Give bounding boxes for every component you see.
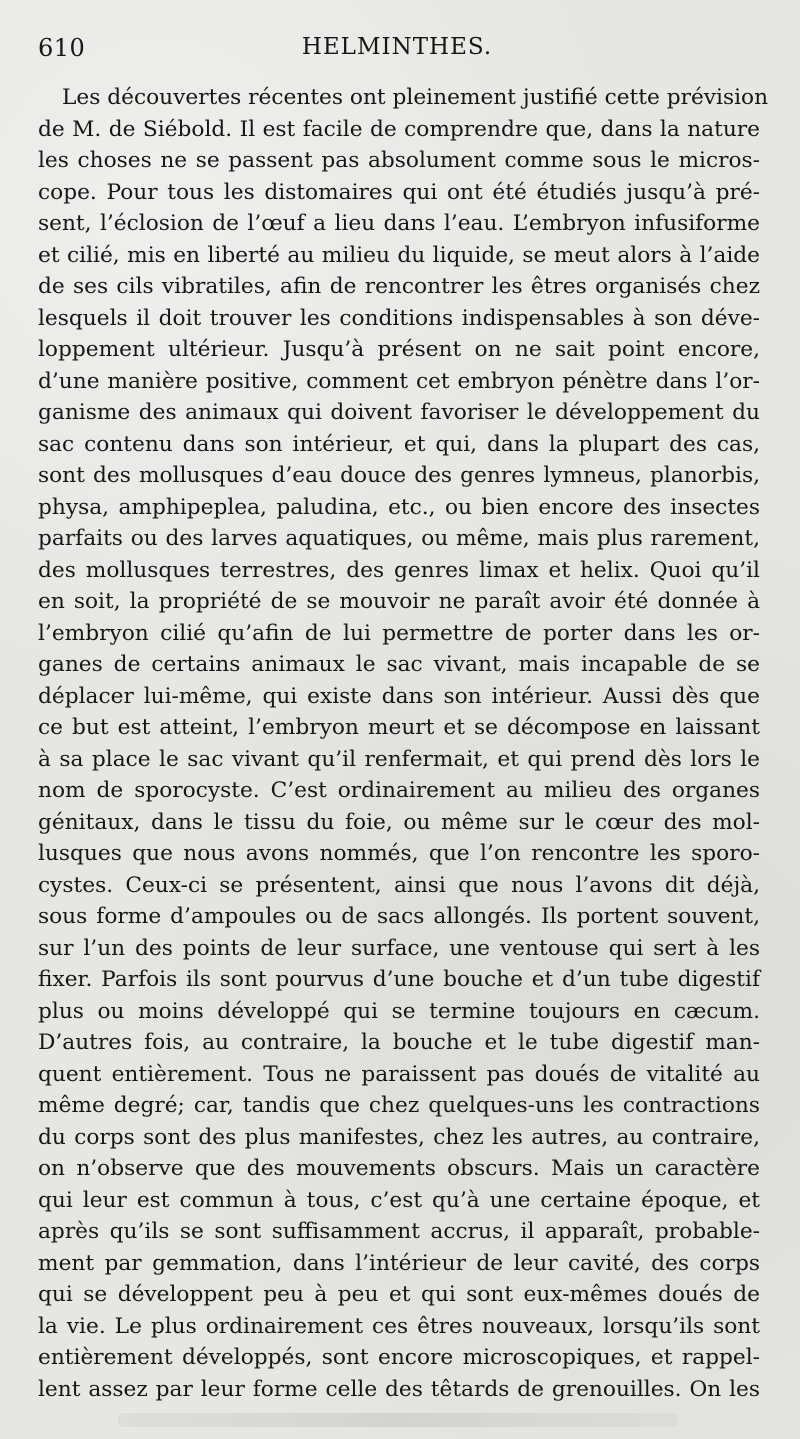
text-line: à sa place le sac vivant qu’il renfermait, et qui prend dès lors le [38,746,760,772]
text-line: sont des mollusques d’eau douce des genres lymneus, planorbis, [38,463,760,488]
text-line: et cilié, mis en liberté au milieu du liquide, se meut alors à l’aide [38,242,760,268]
text-line: ment par gemmation, dans l’intérieur de leur cavité, des corps [38,1250,760,1276]
text-line: du corps sont des plus manifestes, chez les autres, au contraire, [38,1124,760,1150]
text-line: ce but est atteint, l’embryon meurt et se décompose en laissant [38,715,760,740]
text-line: cystes. Ceux-ci se présentent, ainsi que nous l’avons dit déjà, [38,872,760,898]
text-line: de M. de Siébold. Il est facile de comprendre que, dans la nature [38,116,760,142]
text-line: d’une manière positive, comment cet embryon pénètre dans l’or- [38,368,760,394]
text-line: cope. Pour tous les distomaires qui ont été étudiés jusqu’à pré- [38,179,760,205]
text-line: en soit, la propriété de se mouvoir ne paraît avoir été donnée à [38,589,760,614]
text-line: entièrement développés, sont encore microscopiques, et rappel- [38,1345,760,1370]
text-line: lent assez par leur forme celle des têtards de grenouilles. On les [38,1376,760,1402]
text-line: les choses ne se passent pas absolument comme sous le micros- [38,148,760,173]
text-line: ganes de certains animaux le sac vivant, mais incapable de se [38,652,760,677]
text-line: de ses cils vibratiles, afin de rencontrer les êtres organisés chez [38,274,760,299]
text-line: loppement ultérieur. Jusqu’à présent on ne sait point encore, [38,337,760,362]
text-line: nom de sporocyste. C’est ordinairement au milieu des organes [38,778,760,803]
body-text [38,82,769,1405]
text-line: même degré; car, tandis que chez quelques-uns les contractions [38,1093,760,1118]
show-through-bleed [118,1413,678,1427]
text-line: lesquels il doit trouver les conditions indispensables à son déve- [38,305,760,331]
text-line: sac contenu dans son intérieur, et qui, dans la plupart des cas, [38,431,760,457]
text-line: des mollusques terrestres, des genres limax et helix. Quoi qu’il [38,557,760,583]
text-line: plus ou moins développé qui se termine toujours en cæcum. [38,998,760,1024]
text-line: après qu’ils se sont suffisamment accrus, il apparaît, probable- [38,1219,760,1244]
text-line: qui se développent peu à peu et qui sont eux-mêmes doués de [38,1282,760,1307]
text-line: on n’observe que des mouvements obscurs. Mais un caractère [38,1156,760,1181]
running-head: HELMINTHES. [301,34,493,60]
text-line: D’autres fois, au contraire, la bouche et le tube digestif man- [38,1030,760,1055]
text-line: parfaits ou des larves aquatiques, ou même, mais plus rarement, [38,526,760,551]
text-line: déplacer lui-même, qui existe dans son intérieur. Aussi dès que [38,683,760,709]
text-line: Les découvertes récentes ont pleinement justifié cette prévision [62,85,769,110]
text-line: l’embryon cilié qu’afin de lui permettre de porter dans les or- [38,620,760,646]
page-header [38,34,756,62]
text-line: sent, l’éclosion de l’œuf a lieu dans l’eau. L’embryon infusiforme [38,211,760,236]
text-line: sous forme d’ampoules ou de sacs allongés. Ils portent souvent, [38,904,760,929]
text-line: fixer. Parfois ils sont pourvus d’une bouche et d’un tube digestif [38,967,760,992]
text-line: quent entièrement. Tous ne paraissent pas doués de vitalité au [38,1061,760,1087]
text-line: qui leur est commun à tous, c’est qu’à une certaine époque, et [38,1187,760,1213]
text-line: la vie. Le plus ordinairement ces êtres nouveaux, lorsqu’ils sont [38,1313,760,1339]
text-line: génitaux, dans le tissu du foie, ou même sur le cœur des mol- [38,809,760,835]
text-line: lusques que nous avons nommés, que l’on rencontre les sporo- [38,841,760,866]
text-line: physa, amphipeplea, paludina, etc., ou bien encore des insectes [38,494,760,520]
page-number: 610 [38,34,86,62]
text-line: sur l’un des points de leur surface, une ventouse qui sert à les [38,935,760,961]
text-line: ganisme des animaux qui doivent favoriser le développement du [38,400,760,425]
